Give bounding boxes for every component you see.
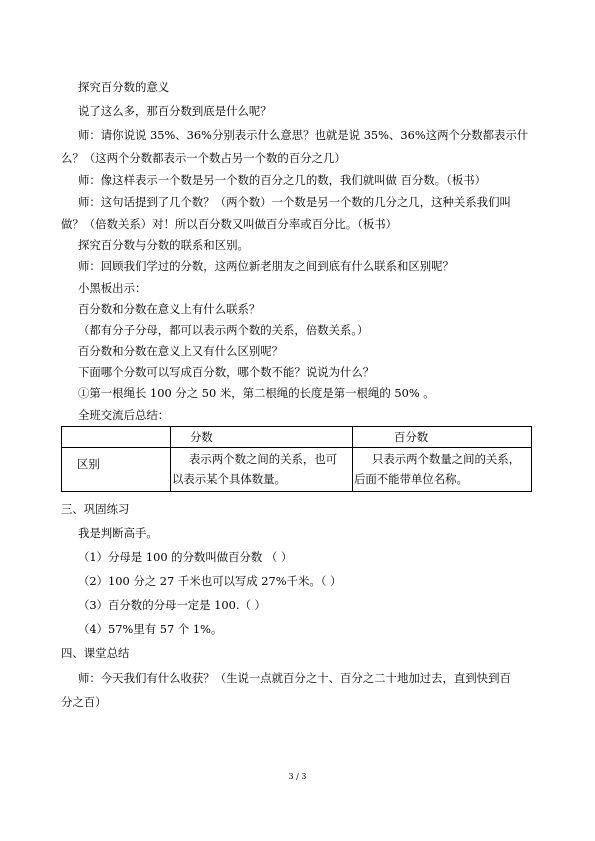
table-cell-percent-line1: 只表示两个数量之间的关系， bbox=[372, 452, 521, 466]
text-line: （4）57%里有 57 个 1%。 bbox=[78, 622, 223, 636]
text-line: 说了这么多，那百分数到底是什么呢？ bbox=[78, 104, 272, 118]
text-line: ①第一根绳长 100 分之 50 米，第二根绳的长度是第一根绳的 50% 。 bbox=[78, 386, 435, 400]
text-line: 师：今天我们有什么收获？（生说一点就百分之十、百分之二十地加过去，直到快到百 bbox=[78, 671, 511, 685]
table-column-divider bbox=[170, 427, 171, 491]
text-line: 师：像这样表示一个数是另一个数的百分之几的数，我们就叫做 百分数。（板书） bbox=[78, 173, 486, 187]
table-cell-fraction-line1: 表示两个数之间的关系，也可 bbox=[189, 452, 338, 466]
comparison-table bbox=[61, 426, 532, 492]
text-line: 我是判断高手。 bbox=[78, 526, 158, 540]
text-line: 师：这句话提到了几个数？（两个数）一个数是另一个数的几分之几，这种关系我们叫 bbox=[78, 195, 511, 209]
text-line: 百分数和分数在意义上又有什么区别呢？ bbox=[78, 344, 284, 358]
table-header-fraction: 分数 bbox=[190, 430, 213, 444]
text-line: （1）分母是 100 的分数叫做百分数 （ ） bbox=[78, 550, 293, 564]
text-line: （3）百分数的分母一定是 100.（ ） bbox=[78, 598, 266, 612]
section-heading: 三、巩固练习 bbox=[61, 502, 130, 516]
text-line: （2）100 分之 27 千米也可以写成 27%千米。（ ） bbox=[78, 574, 342, 588]
section-heading: 四、课堂总结 bbox=[61, 646, 130, 660]
text-line: 下面哪个分数可以写成百分数，哪个数不能？说说为什么？ bbox=[78, 365, 375, 379]
text-line: 师：请你说说 35%、36%分别表示什么意思？也就是说 35%、36%这两个分数都表示什 bbox=[78, 128, 529, 142]
table-cell-percent-line2: 后面不能带单位名称。 bbox=[354, 472, 468, 486]
text-line: 么？（这两个分数都表示一个数占另一个数的百分之几） bbox=[61, 151, 346, 165]
table-column-divider bbox=[352, 427, 353, 491]
text-line: 探究百分数与分数的联系和区别。 bbox=[78, 238, 249, 252]
text-line: 分之百） bbox=[61, 695, 107, 709]
text-line: 小黑板出示： bbox=[78, 281, 147, 295]
text-line: 百分数和分数在意义上有什么联系？ bbox=[78, 302, 261, 316]
text-line: 做？（倍数关系）对！所以百分数又叫做百分率或百分比。（板书） bbox=[61, 217, 398, 231]
text-line: （都有分子分母，都可以表示两个数的关系，倍数关系。） bbox=[78, 323, 369, 337]
text-line: 全班交流后总结： bbox=[78, 408, 170, 422]
page-number: 3 / 3 bbox=[288, 772, 307, 781]
table-header-percent: 百分数 bbox=[394, 430, 429, 444]
text-line: 探究百分数的意义 bbox=[78, 80, 170, 94]
table-row-label: 区别 bbox=[77, 457, 100, 471]
table-cell-fraction-line2: 以表示某个具体数量。 bbox=[172, 472, 286, 486]
table-row-divider bbox=[62, 447, 531, 448]
text-line: 师：回顾我们学过的分数，这两位新老朋友之间到底有什么联系和区别呢？ bbox=[78, 259, 454, 273]
